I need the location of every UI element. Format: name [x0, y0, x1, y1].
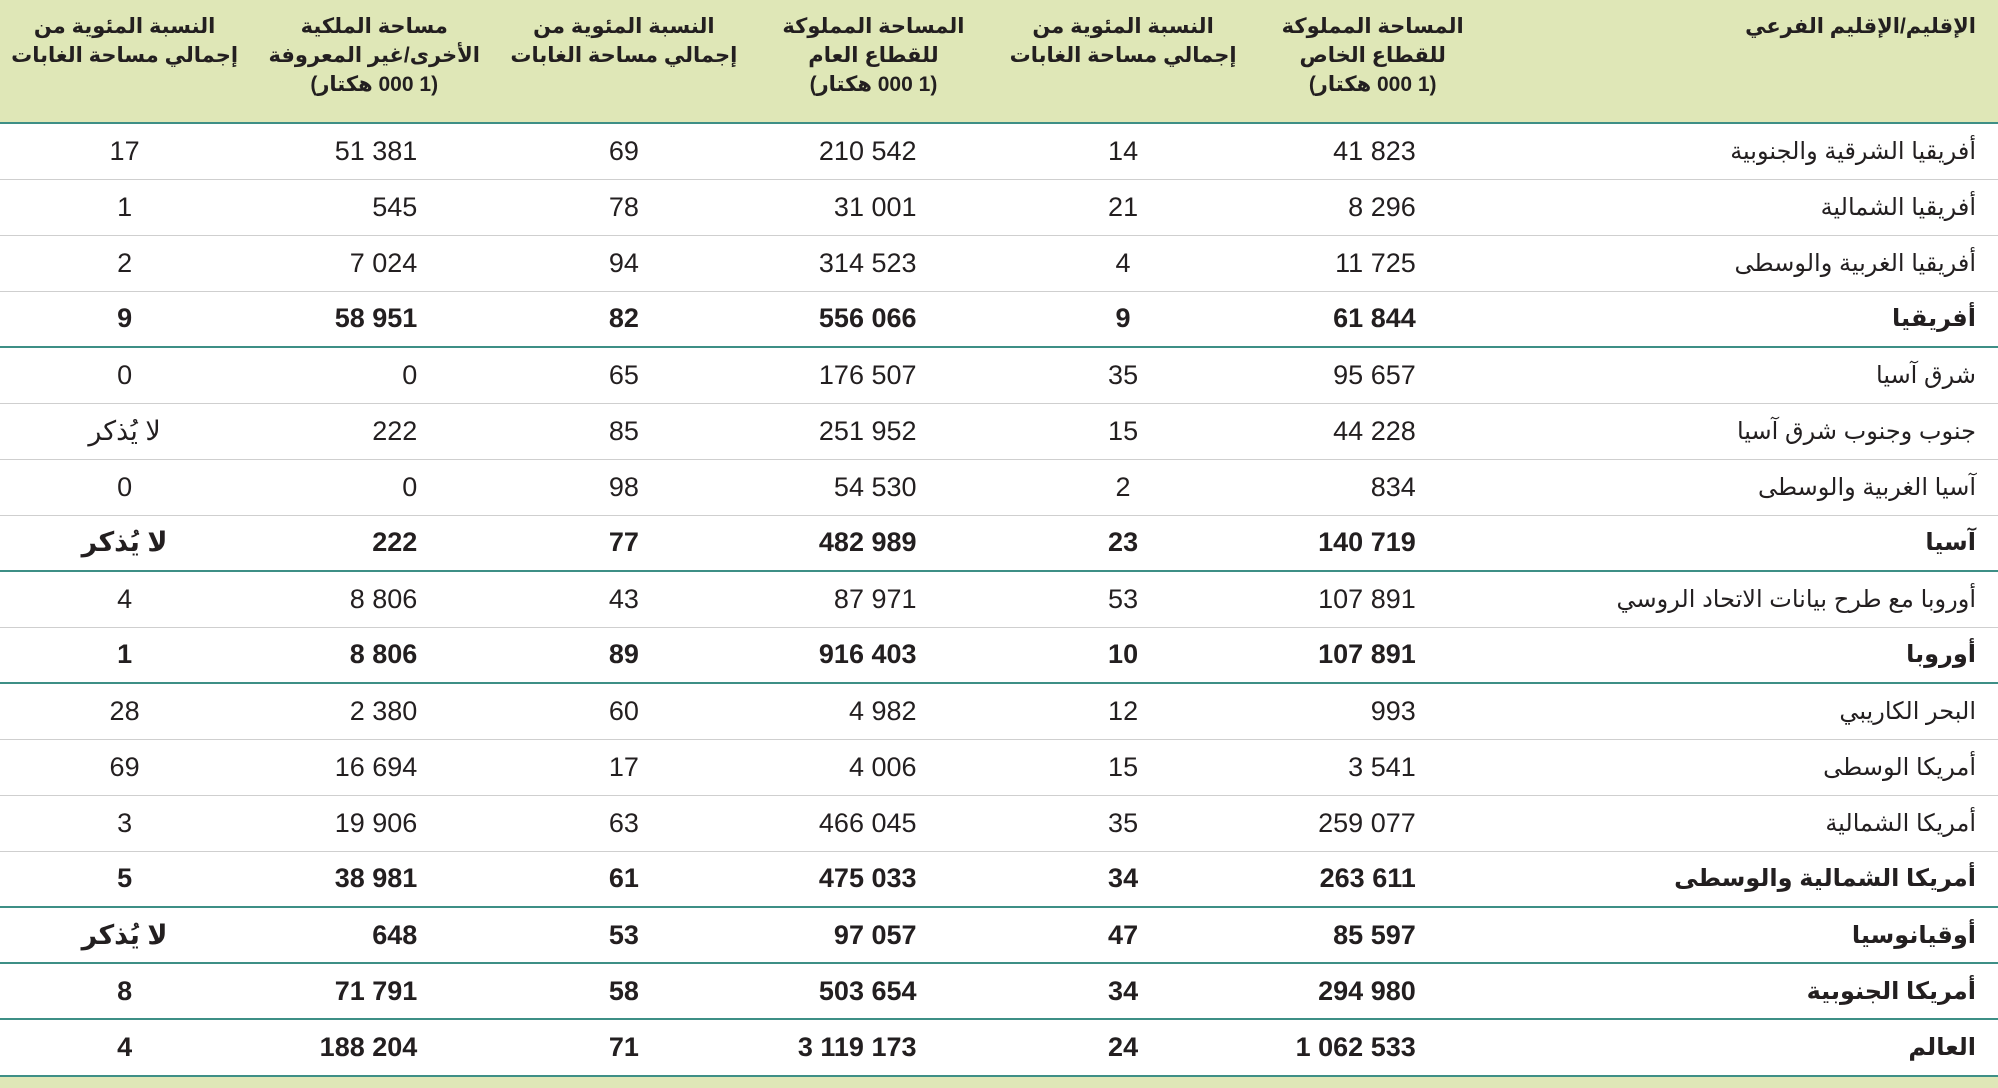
cell-private-pct: 12 — [999, 683, 1248, 739]
cell-private-area-value: 294 980 — [1318, 975, 1416, 1006]
cell-other-area-value: 58 951 — [334, 303, 418, 334]
cell-other-area — [249, 347, 499, 403]
cell-other-area-value: 2 380 — [349, 695, 418, 726]
cell-region: أمريكا الشمالية والوسطى — [1498, 851, 1998, 907]
cell-other-pct: 0 — [0, 459, 249, 515]
cell-other-area — [249, 1019, 499, 1075]
cell-region: أمريكا الشمالية — [1498, 795, 1998, 851]
cell-public-area — [748, 963, 998, 1019]
table-footer-bar — [0, 1075, 1998, 1088]
cell-other-pct: 0 — [0, 347, 249, 403]
table-header — [0, 0, 1998, 123]
cell-region: آسيا الغربية والوسطى — [1498, 459, 1998, 515]
cell-private-area-value: 3 541 — [1348, 751, 1416, 782]
cell-other-area-value: 8 806 — [349, 639, 418, 670]
cell-private-area — [1248, 571, 1498, 627]
cell-other-area-value: 51 381 — [334, 135, 418, 166]
cell-public-area — [748, 459, 998, 515]
table-row — [0, 179, 1998, 235]
header-public-area: المساحة المملوكة للقطاع العام (1 000 هكتار) — [782, 15, 965, 96]
cell-public-pct: 82 — [499, 291, 748, 347]
cell-public-pct: 17 — [499, 739, 748, 795]
cell-private-area — [1248, 179, 1498, 235]
cell-public-area — [748, 851, 998, 907]
cell-public-area — [748, 739, 998, 795]
cell-public-pct: 63 — [499, 795, 748, 851]
cell-private-area-value: 140 719 — [1318, 527, 1416, 558]
cell-private-area — [1248, 235, 1498, 291]
cell-public-area — [748, 627, 998, 683]
cell-public-area-value: 87 971 — [833, 583, 917, 614]
cell-public-area-value: 482 989 — [818, 527, 917, 558]
cell-other-area-value: 8 806 — [349, 583, 418, 614]
cell-other-area — [249, 963, 499, 1019]
table-row — [0, 291, 1998, 347]
table-row — [0, 1019, 1998, 1075]
cell-public-area — [748, 571, 998, 627]
cell-public-area — [748, 795, 998, 851]
table-row — [0, 235, 1998, 291]
cell-region: أمريكا الوسطى — [1498, 739, 1998, 795]
cell-public-pct: 58 — [499, 963, 748, 1019]
cell-region: أوروبا مع طرح بيانات الاتحاد الروسي — [1498, 571, 1998, 627]
cell-public-area-value: 4 006 — [848, 751, 917, 782]
cell-other-area-value: 0 — [402, 471, 418, 502]
cell-public-area — [748, 235, 998, 291]
cell-private-pct: 23 — [999, 515, 1248, 571]
cell-region: آسيا — [1498, 515, 1998, 571]
cell-private-area — [1248, 907, 1498, 963]
cell-other-pct: لا يُذكر — [0, 907, 249, 963]
cell-other-area — [249, 235, 499, 291]
cell-other-area-value: 38 981 — [334, 863, 418, 894]
cell-public-pct: 89 — [499, 627, 748, 683]
cell-other-area — [249, 515, 499, 571]
cell-other-area — [249, 851, 499, 907]
cell-other-area-value: 7 024 — [349, 247, 418, 278]
cell-public-pct: 65 — [499, 347, 748, 403]
cell-private-area — [1248, 291, 1498, 347]
cell-public-area-value: 466 045 — [818, 807, 917, 838]
cell-private-area — [1248, 1019, 1498, 1075]
cell-other-area-value: 19 906 — [334, 807, 418, 838]
table-row — [0, 123, 1998, 179]
cell-public-area-value: 475 033 — [818, 863, 917, 894]
cell-public-pct: 61 — [499, 851, 748, 907]
cell-private-pct: 9 — [999, 291, 1248, 347]
cell-private-area-value: 107 891 — [1318, 583, 1416, 614]
cell-private-pct: 53 — [999, 571, 1248, 627]
header-public-pct: النسبة المئوية من إجمالي مساحة الغابات — [510, 15, 738, 67]
cell-other-area-value: 71 791 — [334, 975, 418, 1006]
cell-private-area — [1248, 627, 1498, 683]
cell-other-area — [249, 907, 499, 963]
cell-private-area-value: 8 296 — [1348, 191, 1416, 222]
cell-public-area — [748, 907, 998, 963]
cell-public-area — [748, 683, 998, 739]
cell-other-pct: 9 — [0, 291, 249, 347]
cell-region: أوروبا — [1498, 627, 1998, 683]
cell-private-area-value: 1 062 533 — [1295, 1032, 1416, 1062]
cell-public-area-value: 314 523 — [818, 247, 917, 278]
cell-other-pct: لا يُذكر — [0, 403, 249, 459]
cell-other-area — [249, 291, 499, 347]
table-row — [0, 571, 1998, 627]
table-row — [0, 963, 1998, 1019]
cell-other-pct: 1 — [0, 179, 249, 235]
cell-private-area-value: 41 823 — [1333, 135, 1416, 166]
cell-public-area-value: 251 952 — [818, 415, 917, 446]
cell-other-area — [249, 459, 499, 515]
cell-other-pct: 17 — [0, 123, 249, 179]
header-private-area: المساحة المملوكة للقطاع الخاص (1 000 هكتار) — [1281, 15, 1464, 96]
cell-private-area-value: 44 228 — [1333, 415, 1416, 446]
cell-private-pct: 15 — [999, 739, 1248, 795]
cell-public-area-value: 3 119 173 — [797, 1032, 917, 1062]
cell-private-pct: 15 — [999, 403, 1248, 459]
cell-other-area — [249, 179, 499, 235]
cell-other-pct: 69 — [0, 739, 249, 795]
cell-private-area — [1248, 459, 1498, 515]
cell-private-area — [1248, 123, 1498, 179]
cell-private-area — [1248, 403, 1498, 459]
cell-private-pct: 34 — [999, 851, 1248, 907]
cell-public-area-value: 54 530 — [833, 471, 917, 502]
cell-public-pct: 71 — [499, 1019, 748, 1075]
cell-private-area — [1248, 683, 1498, 739]
cell-public-pct: 85 — [499, 403, 748, 459]
cell-other-area — [249, 739, 499, 795]
cell-region: شرق آسيا — [1498, 347, 1998, 403]
cell-public-area-value: 4 982 — [848, 695, 917, 726]
table-row — [0, 739, 1998, 795]
cell-other-area — [249, 795, 499, 851]
cell-other-pct: 2 — [0, 235, 249, 291]
cell-other-area — [249, 683, 499, 739]
cell-private-area — [1248, 851, 1498, 907]
cell-public-area-value: 176 507 — [818, 359, 917, 390]
table-body — [0, 123, 1998, 1075]
cell-other-area — [249, 571, 499, 627]
cell-region: جنوب وجنوب شرق آسيا — [1498, 403, 1998, 459]
cell-public-pct: 94 — [499, 235, 748, 291]
cell-private-area — [1248, 347, 1498, 403]
table-row — [0, 515, 1998, 571]
cell-public-pct: 69 — [499, 123, 748, 179]
cell-public-pct: 78 — [499, 179, 748, 235]
cell-private-area-value: 259 077 — [1318, 807, 1416, 838]
cell-region: أفريقيا الغربية والوسطى — [1498, 235, 1998, 291]
cell-other-area-value: 0 — [402, 359, 418, 390]
cell-private-pct: 14 — [999, 123, 1248, 179]
cell-other-area-value: 545 — [372, 191, 418, 222]
cell-private-area — [1248, 795, 1498, 851]
table-row — [0, 851, 1998, 907]
cell-other-area-value: 16 694 — [334, 751, 418, 782]
cell-public-pct: 53 — [499, 907, 748, 963]
cell-other-area — [249, 403, 499, 459]
cell-private-pct: 21 — [999, 179, 1248, 235]
cell-private-pct: 35 — [999, 795, 1248, 851]
cell-public-area — [748, 1019, 998, 1075]
table-row — [0, 683, 1998, 739]
cell-public-area — [748, 515, 998, 571]
header-private-pct: النسبة المئوية من إجمالي مساحة الغابات — [1009, 15, 1237, 67]
cell-region: أفريقيا الشمالية — [1498, 179, 1998, 235]
cell-other-pct: 1 — [0, 627, 249, 683]
cell-private-area-value: 834 — [1370, 471, 1416, 502]
cell-public-area-value: 97 057 — [833, 919, 917, 950]
cell-private-area-value: 263 611 — [1319, 863, 1416, 894]
table-row — [0, 459, 1998, 515]
cell-private-area-value: 107 891 — [1318, 639, 1416, 670]
table-row — [0, 403, 1998, 459]
header-other-area: مساحة الملكية الأخرى/غير المعروفة (1 000 هكتار) — [268, 15, 480, 96]
cell-public-area-value: 503 654 — [818, 975, 917, 1006]
cell-private-area — [1248, 515, 1498, 571]
cell-other-area-value: 188 204 — [319, 1032, 418, 1062]
cell-other-area — [249, 627, 499, 683]
cell-private-area-value: 993 — [1370, 695, 1416, 726]
cell-other-pct: 5 — [0, 851, 249, 907]
cell-public-area — [748, 403, 998, 459]
cell-other-area-value: 222 — [372, 527, 418, 558]
cell-region: أفريقيا — [1498, 291, 1998, 347]
cell-region: أمريكا الجنوبية — [1498, 963, 1998, 1019]
cell-private-area — [1248, 739, 1498, 795]
cell-region: البحر الكاريبي — [1498, 683, 1998, 739]
cell-public-area — [748, 347, 998, 403]
cell-region: العالم — [1498, 1019, 1998, 1075]
table-row — [0, 347, 1998, 403]
cell-private-area-value: 95 657 — [1333, 359, 1416, 390]
cell-public-pct: 77 — [499, 515, 748, 571]
cell-other-pct: 3 — [0, 795, 249, 851]
cell-public-pct: 98 — [499, 459, 748, 515]
header-row — [0, 0, 1998, 123]
cell-public-area-value: 31 001 — [833, 191, 917, 222]
cell-private-pct: 10 — [999, 627, 1248, 683]
cell-other-pct: 8 — [0, 963, 249, 1019]
cell-private-pct: 47 — [999, 907, 1248, 963]
cell-other-pct: 28 — [0, 683, 249, 739]
cell-other-pct: 4 — [0, 1019, 249, 1075]
header-other-pct: النسبة المئوية من إجمالي مساحة الغابات — [11, 15, 239, 67]
cell-public-area-value: 210 542 — [818, 135, 917, 166]
cell-public-pct: 60 — [499, 683, 748, 739]
cell-other-pct: 4 — [0, 571, 249, 627]
table-row — [0, 907, 1998, 963]
cell-region: أوقيانوسيا — [1498, 907, 1998, 963]
cell-public-area-value: 916 403 — [818, 639, 917, 670]
cell-public-area — [748, 123, 998, 179]
table-row — [0, 795, 1998, 851]
cell-public-pct: 43 — [499, 571, 748, 627]
cell-private-pct: 4 — [999, 235, 1248, 291]
cell-private-pct: 24 — [999, 1019, 1248, 1075]
cell-private-pct: 35 — [999, 347, 1248, 403]
cell-region: أفريقيا الشرقية والجنوبية — [1498, 123, 1998, 179]
cell-other-area-value: 648 — [372, 919, 418, 950]
cell-other-pct: لا يُذكر — [0, 515, 249, 571]
header-region: الإقليم/الإقليم الفرعي — [1745, 15, 1976, 38]
cell-private-area-value: 85 597 — [1333, 919, 1416, 950]
cell-public-area — [748, 291, 998, 347]
cell-other-area-value: 222 — [372, 415, 418, 446]
cell-private-area — [1248, 963, 1498, 1019]
table-row — [0, 627, 1998, 683]
cell-other-area — [249, 123, 499, 179]
cell-public-area — [748, 179, 998, 235]
cell-private-area-value: 11 725 — [1335, 247, 1416, 278]
cell-private-area-value: 61 844 — [1333, 303, 1416, 334]
cell-public-area-value: 556 066 — [818, 303, 917, 334]
cell-private-pct: 34 — [999, 963, 1248, 1019]
cell-private-pct: 2 — [999, 459, 1248, 515]
